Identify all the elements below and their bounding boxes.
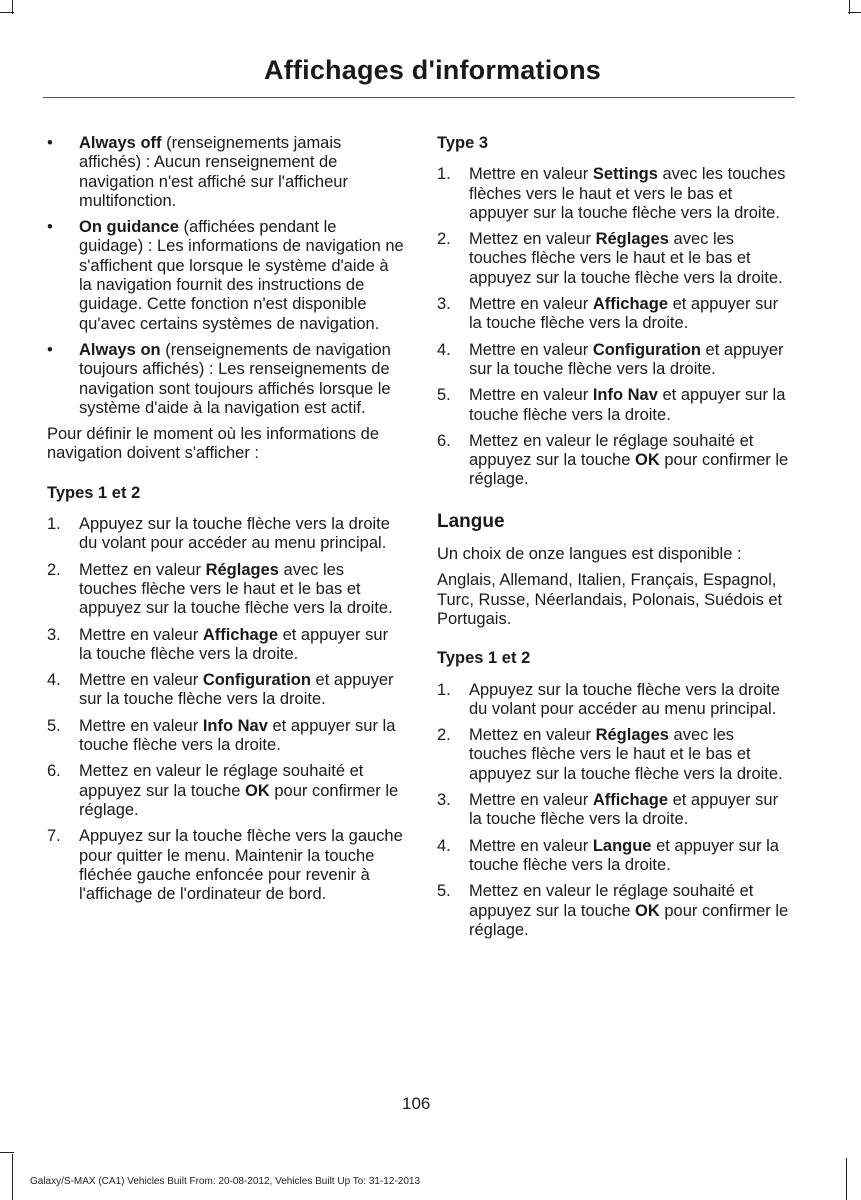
languages-list: Anglais, Allemand, Italien, Français, Espagnol, Turc, Russe, Néerlandais, Polonais, Suédois et Portugais.	[437, 571, 783, 628]
step-text: pour confirmer le réglage.	[469, 901, 789, 939]
step-number: 4.	[437, 836, 451, 855]
left-column	[47, 134, 405, 911]
step-number: 6.	[47, 762, 61, 781]
step-number: 2.	[437, 726, 451, 745]
step-text: Mettre en valeur	[469, 791, 593, 810]
steps-list	[47, 515, 405, 904]
option-description: (renseignements jamais affichés) : Aucun renseignement de navigation n'est affiché sur l'afficheur multifonction.	[79, 134, 348, 210]
step-text: Mettez en valeur le réglage souhaité et appuyez sur la touche	[469, 431, 754, 470]
crop-mark	[0, 1152, 14, 1153]
step-number: 4.	[47, 671, 61, 690]
step-text: Mettre en valeur	[79, 671, 203, 690]
step-number: 2.	[47, 560, 61, 579]
bullet-marker: •	[47, 218, 53, 237]
section-subheading: Types 1 et 2	[437, 649, 531, 668]
step-text: Mettre en valeur	[469, 295, 593, 314]
step-text: Mettez en valeur le réglage souhaité et appuyez sur la touche	[79, 762, 364, 800]
crop-mark	[846, 1158, 847, 1200]
step-keyword: Affichage	[592, 791, 668, 810]
list-item	[437, 230, 795, 288]
option-name: On guidance	[79, 218, 179, 237]
step-number: 1.	[437, 165, 451, 184]
step-text: et appuyer sur la touche flèche vers la droite.	[79, 625, 389, 663]
step-text: avec les touches flèche vers le haut et le bas et appuyez sur la touche flèche vers la droite.	[469, 230, 783, 287]
step-text: avec les touches flèche vers le haut et le bas et appuyez sur la touche flèche vers la droite.	[79, 560, 393, 618]
step-number: 7.	[47, 827, 61, 846]
bullet-marker: •	[47, 340, 53, 359]
step-text: Appuyez sur la touche flèche vers la droite du volant pour accéder au menu principal.	[79, 515, 390, 553]
list-item	[47, 561, 405, 619]
list-item	[47, 762, 405, 820]
option-name: Always off	[79, 134, 162, 152]
list-item	[437, 386, 795, 425]
step-text: Mettez en valeur	[469, 726, 596, 745]
step-number: 4.	[437, 340, 451, 359]
step-keyword: Langue	[592, 836, 652, 855]
step-keyword: Réglages	[595, 230, 669, 249]
option-name: Always on	[79, 340, 161, 359]
step-text: Mettre en valeur	[79, 716, 203, 735]
step-text: et appuyer sur la touche flèche vers la droite.	[469, 836, 779, 874]
step-text: Mettre en valeur	[79, 625, 203, 644]
step-text: et appuyer sur la touche flèche vers la droite.	[79, 671, 394, 709]
step-text: Mettre en valeur	[469, 165, 593, 184]
step-text: et appuyer sur la touche flèche vers la droite.	[79, 716, 396, 755]
step-number: 5.	[437, 882, 451, 901]
list-item	[437, 295, 795, 334]
page-number: 106	[402, 1094, 431, 1113]
step-number: 1.	[47, 515, 61, 534]
step-text: pour confirmer le réglage.	[79, 781, 399, 819]
step-text: et appuyer sur la touche flèche vers la droite.	[469, 791, 779, 829]
option-description: (renseignements de navigation toujours affichés) : Les renseignements de navigation sont toujours affichés lorsque le système d'aide à la navigation est actif.	[79, 340, 391, 417]
steps-list	[437, 681, 795, 941]
bullet-item	[47, 218, 405, 334]
step-number: 3.	[437, 295, 451, 314]
step-keyword: Affichage	[592, 295, 668, 314]
crop-mark	[848, 12, 861, 13]
step-keyword: OK	[635, 451, 660, 470]
step-text: et appuyer sur la touche flèche vers la droite.	[469, 386, 786, 424]
step-number: 5.	[437, 386, 451, 405]
step-number: 3.	[437, 791, 451, 810]
list-item	[47, 827, 405, 904]
list-item	[437, 726, 795, 784]
navigation-display-options	[47, 134, 405, 418]
step-number: 5.	[47, 716, 61, 735]
step-keyword: OK	[635, 901, 660, 920]
step-number: 3.	[47, 625, 61, 644]
list-item	[47, 671, 405, 710]
step-text: Mettez en valeur	[79, 560, 206, 579]
intro-paragraph: Pour définir le moment où les informations de navigation doivent s'afficher :	[47, 425, 379, 463]
step-keyword: Configuration	[202, 671, 311, 690]
step-keyword: Info Nav	[202, 716, 268, 735]
step-number: 2.	[437, 230, 451, 249]
list-item	[437, 341, 795, 380]
step-text: avec les touches flèches vers le haut et vers le bas et appuyer sur la touche flèche vers la droite.	[469, 165, 786, 222]
step-text: Mettez en valeur le réglage souhaité et appuyez sur la touche	[469, 882, 754, 920]
step-keyword: Affichage	[202, 625, 278, 644]
footer-vehicle-info: Galaxy/S-MAX (CA1) Vehicles Built From: 20-08-2012, Vehicles Built Up To: 31-12-2013	[30, 1176, 420, 1187]
step-keyword: OK	[245, 781, 270, 800]
step-text: Mettre en valeur	[469, 340, 593, 359]
crop-mark	[12, 1154, 13, 1200]
step-number: 6.	[437, 431, 451, 450]
step-text: avec les touches flèche vers le haut et le bas et appuyez sur la touche flèche vers la droite.	[469, 726, 783, 783]
list-item	[437, 432, 795, 490]
step-text: Appuyez sur la touche flèche vers la droite du volant pour accéder au menu principal.	[469, 680, 780, 718]
step-keyword: Réglages	[205, 560, 279, 579]
list-item	[437, 882, 795, 940]
list-item	[47, 515, 405, 554]
option-description: (affichées pendant le guidage) : Les informations de navigation ne s'affichent que lorsque le système d'aide à la navigation fournit des instructions de guidage. Cette fonction n'est disponible qu'avec certains systèmes de navigation.	[79, 218, 404, 333]
step-text: et appuyer sur la touche flèche vers la droite.	[469, 295, 779, 333]
step-text: Appuyez sur la touche flèche vers la gauche pour quitter le menu. Maintenir la touche fléchée gauche enfoncée pour revenir à l'affichage de l'ordinateur de bord.	[79, 827, 403, 904]
section-subheading: Types 1 et 2	[47, 483, 141, 502]
right-column	[437, 134, 795, 947]
list-item	[47, 717, 405, 756]
bullet-item	[47, 134, 405, 211]
languages-intro: Un choix de onze langues est disponible :	[437, 545, 742, 564]
list-item	[47, 626, 405, 665]
bullet-marker: •	[47, 134, 53, 152]
steps-list	[437, 165, 795, 489]
list-item	[437, 791, 795, 830]
title-divider	[43, 97, 795, 98]
step-text: et appuyer sur la touche flèche vers la droite.	[469, 340, 784, 378]
step-text: pour confirmer le réglage.	[469, 451, 789, 489]
step-number: 1.	[437, 680, 451, 699]
page-title: Affichages d'informations	[264, 55, 601, 85]
list-item	[437, 837, 795, 876]
step-keyword: Info Nav	[592, 386, 658, 405]
bullet-item	[47, 341, 405, 418]
section-subheading: Type 3	[437, 134, 489, 152]
step-text: Mettre en valeur	[469, 386, 593, 405]
step-text: Mettez en valeur	[469, 230, 596, 249]
step-keyword: Settings	[592, 165, 658, 184]
list-item	[437, 165, 795, 223]
crop-mark	[0, 12, 14, 13]
section-heading: Langue	[437, 510, 505, 532]
list-item	[437, 681, 795, 720]
step-text: Mettre en valeur	[469, 836, 593, 855]
step-keyword: Réglages	[595, 726, 669, 745]
step-keyword: Configuration	[592, 340, 701, 359]
